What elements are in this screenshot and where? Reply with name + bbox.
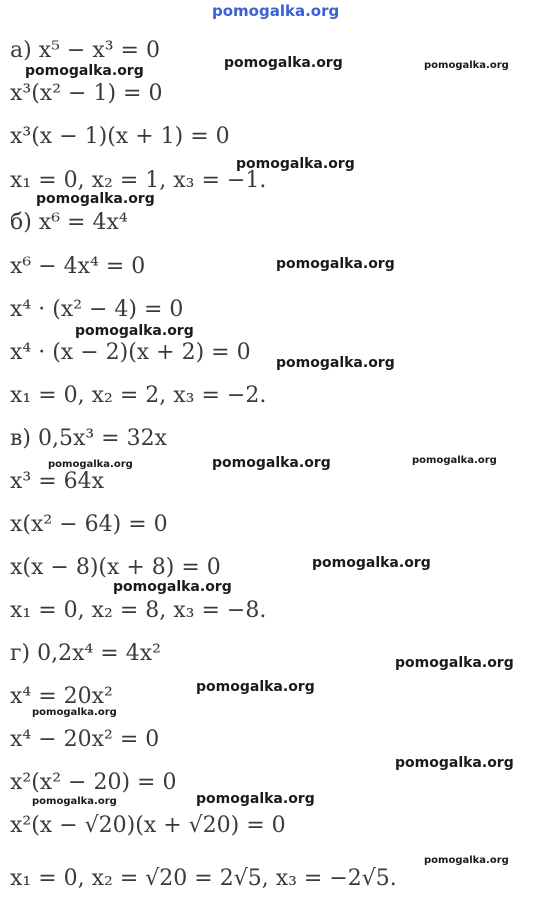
watermark-top: pomogalka.org	[212, 2, 340, 20]
equation-d-roots: x₁ = 0, x₂ = √20 = 2√5, x₃ = −2√5.	[10, 866, 397, 891]
watermark: pomogalka.org	[412, 455, 497, 466]
equation-line: x²(x − √20)(x + √20) = 0	[10, 813, 286, 838]
watermark: pomogalka.org	[113, 579, 232, 595]
watermark: pomogalka.org	[276, 256, 395, 272]
equation-line: x(x² − 64) = 0	[10, 512, 168, 537]
equation-line: x⁴ = 20x²	[10, 684, 113, 709]
equation-line: x²(x² − 20) = 0	[10, 770, 177, 795]
watermark: pomogalka.org	[75, 323, 194, 339]
equation-line: x(x − 8)(x + 8) = 0	[10, 555, 221, 580]
equation-b-roots: x₁ = 0, x₂ = 2, x₃ = −2.	[10, 383, 267, 408]
watermark: pomogalka.org	[32, 707, 117, 718]
equation-line: x⁶ − 4x⁴ = 0	[10, 254, 146, 279]
equation-line: x⁴ − 20x² = 0	[10, 727, 160, 752]
watermark: pomogalka.org	[236, 156, 355, 172]
watermark: pomogalka.org	[395, 655, 514, 671]
watermark: pomogalka.org	[395, 755, 514, 771]
equation-line: x³(x − 1)(x + 1) = 0	[10, 124, 230, 149]
equation-a-roots: x₁ = 0, x₂ = 1, x₃ = −1.	[10, 168, 267, 193]
equation-b-title: б) x⁶ = 4x⁴	[10, 210, 128, 235]
watermark: pomogalka.org	[25, 63, 144, 79]
watermark: pomogalka.org	[424, 855, 509, 866]
watermark: pomogalka.org	[276, 355, 395, 371]
equation-line: x³(x² − 1) = 0	[10, 81, 163, 106]
equation-line: x³ = 64x	[10, 469, 105, 494]
watermark: pomogalka.org	[32, 796, 117, 807]
watermark: pomogalka.org	[312, 555, 431, 571]
watermark: pomogalka.org	[424, 60, 509, 71]
watermark: pomogalka.org	[196, 791, 315, 807]
equation-a-title: а) x⁵ − x³ = 0	[10, 38, 160, 63]
watermark: pomogalka.org	[224, 55, 343, 71]
equation-line: x⁴ · (x² − 4) = 0	[10, 297, 184, 322]
watermark: pomogalka.org	[48, 459, 133, 470]
watermark: pomogalka.org	[212, 455, 331, 471]
equation-c-roots: x₁ = 0, x₂ = 8, x₃ = −8.	[10, 598, 267, 623]
equation-d-title: г) 0,2x⁴ = 4x²	[10, 641, 161, 666]
equation-line: x⁴ · (x − 2)(x + 2) = 0	[10, 340, 251, 365]
watermark: pomogalka.org	[36, 191, 155, 207]
equation-c-title: в) 0,5x³ = 32x	[10, 426, 167, 451]
watermark: pomogalka.org	[196, 679, 315, 695]
